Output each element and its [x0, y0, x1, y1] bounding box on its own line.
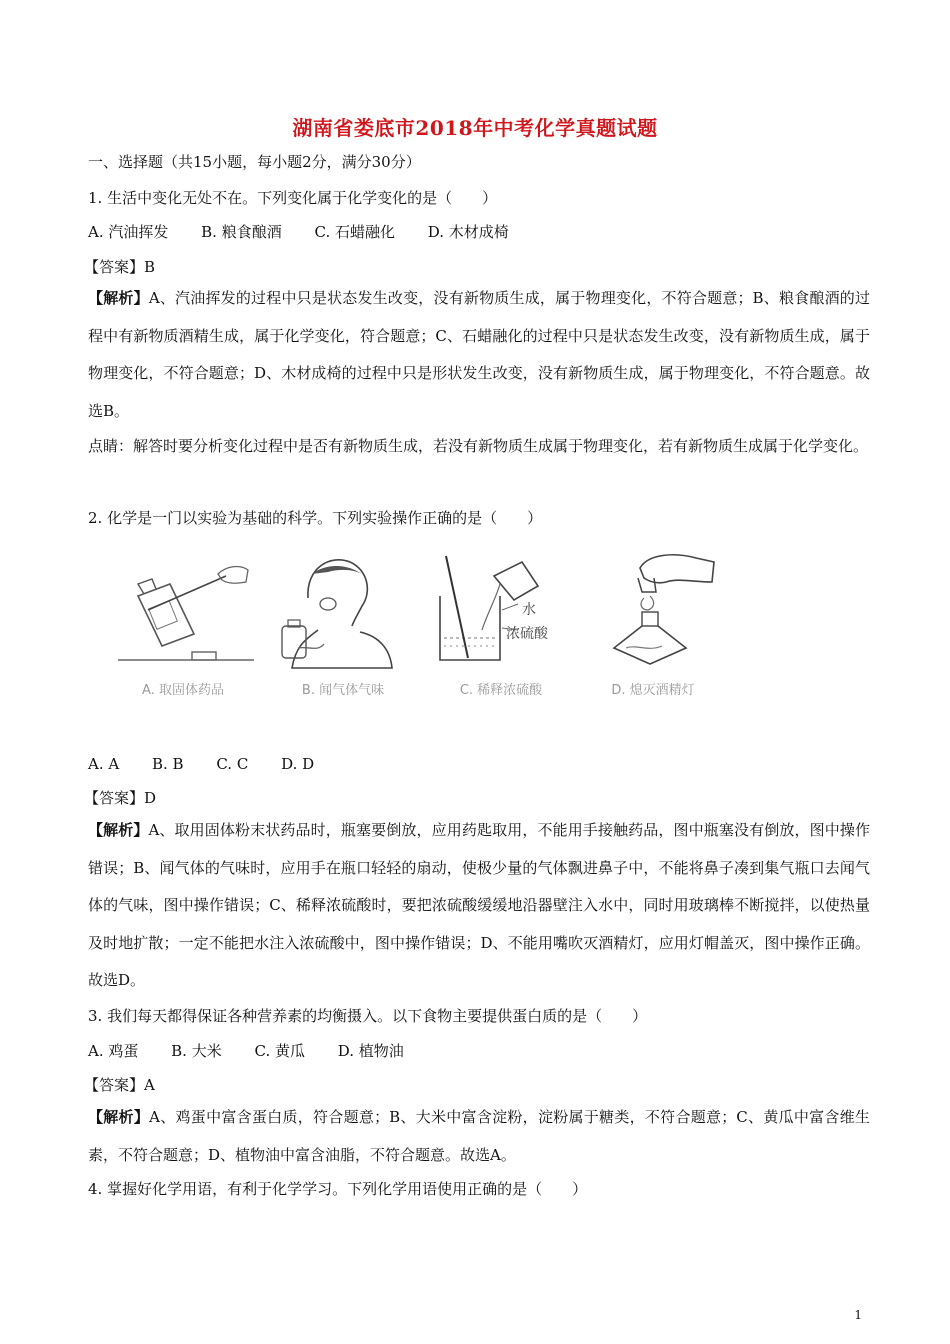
figure-b: [268, 548, 418, 708]
q2-option-b: B. B: [151, 755, 184, 773]
q2-options: [88, 754, 342, 774]
figure-c-label-acid: 浓硫酸: [506, 626, 548, 642]
q1-analysis-text: A、汽油挥发的过程中只是状态发生改变，没有新物质生成，属于物理变化，不符合题意；B、粮食酿酒的过程中有新物质酒精生成，属于化学变化，符合题意；C、石蜡融化的过程中只是状态发生改变，没有新物质生成，属于物理变化，不符合题意；D、木材成椅的过程中只是形状发生改变，没有新物质生成，属于物理变化，不符合题意。故选B。: [88, 289, 870, 420]
q3-analysis-label: 【解析】: [88, 1108, 150, 1126]
q1-option-b: B. 粮食酿酒: [201, 223, 282, 241]
q1-option-a: A. 汽油挥发: [88, 223, 169, 241]
q2-option-c: C. C: [216, 755, 249, 773]
q2-option-d: D. D: [281, 755, 315, 773]
q1-option-d: D. 木材成椅: [427, 223, 509, 241]
q3-answer: 【答案】A: [84, 1076, 155, 1094]
q2-option-a: A. A: [88, 755, 120, 773]
q1-tip: 点睛：解答时要分析变化过程中是否有新物质生成，若没有新物质生成属于物理变化，若有新物质生成属于化学变化。: [88, 437, 869, 455]
q1-option-c: C. 石蜡融化: [314, 223, 395, 241]
q3-option-c: C. 黄瓜: [254, 1042, 305, 1060]
figure-c-drawing: [426, 548, 576, 678]
figure-b-drawing: [268, 548, 418, 678]
section-heading: 一、选择题（共15小题，每小题2分，满分30分）: [88, 153, 421, 171]
q1-analysis-label: 【解析】: [88, 289, 149, 307]
q3-option-d: D. 植物油: [337, 1042, 404, 1060]
q2-analysis-text: A、取用固体粉末状药品时，瓶塞要倒放，应用药匙取用，不能用手接触药品，图中瓶塞没有倒放，图中操作错误；B、闻气体的气味时，应用手在瓶口轻轻的扇动，使极少量的气体飘进鼻子中，不能将鼻子凑到集气瓶口去闻气体的气味，图中操作错误；C、稀释浓硫酸时，要把浓硫酸缓缓地沿器壁注入水中，同时用玻璃棒不断搅拌，以使热量及时地扩散；一定不能把水注入浓硫酸中，图中操作错误；D、不能用嘴吹灭酒精灯，应用灯帽盖灭，图中操作正确。故选D。: [88, 821, 870, 989]
figure-a: [108, 548, 258, 708]
q3-analysis-text: A、鸡蛋中富含蛋白质，符合题意；B、大米中富含淀粉，淀粉属于糖类，不符合题意；C、黄瓜中富含维生素，不符合题意；D、植物油中富含油脂，不符合题意。故选A。: [88, 1108, 870, 1164]
figure-c-label-water: 水: [522, 602, 536, 618]
q1-options: [88, 222, 537, 242]
q2-stem: 2. 化学是一门以实验为基础的科学。下列实验操作正确的是（ ）: [88, 509, 543, 527]
q1-answer: 【答案】B: [84, 258, 156, 276]
q1-analysis: [88, 280, 870, 430]
figure-a-caption: A. 取固体药品: [142, 683, 224, 698]
q4-stem: 4. 掌握好化学用语，有利于化学学习。下列化学用语使用正确的是（ ）: [88, 1180, 588, 1198]
q3-stem: 3. 我们每天都得保证各种营养素的均衡摄入。以下食物主要提供蛋白质的是（ ）: [88, 1007, 648, 1025]
figure-d-caption: D. 熄灭酒精灯: [611, 683, 695, 698]
figure-b-caption: B. 闻气体气味: [301, 683, 385, 698]
q2-answer: 【答案】D: [84, 789, 157, 807]
document-title: 湖南省娄底市2018年中考化学真题试题: [292, 116, 658, 140]
q2-figure: [108, 548, 728, 708]
figure-a-drawing: [108, 548, 258, 678]
figure-d-drawing: [578, 548, 728, 678]
q3-option-a: A. 鸡蛋: [88, 1042, 139, 1060]
q3-analysis: [88, 1099, 870, 1174]
q2-analysis-label: 【解析】: [88, 821, 149, 839]
q3-option-b: B. 大米: [171, 1042, 222, 1060]
q1-stem: 1. 生活中变化无处不在。下列变化属于化学变化的是（ ）: [88, 189, 498, 207]
figure-c-caption: C. 稀释浓硫酸: [459, 683, 543, 698]
page-number: 1: [854, 1308, 862, 1322]
figure-d: [578, 548, 728, 708]
figure-c: [426, 548, 576, 708]
q3-options: [88, 1041, 432, 1061]
q2-analysis: [88, 812, 870, 1000]
